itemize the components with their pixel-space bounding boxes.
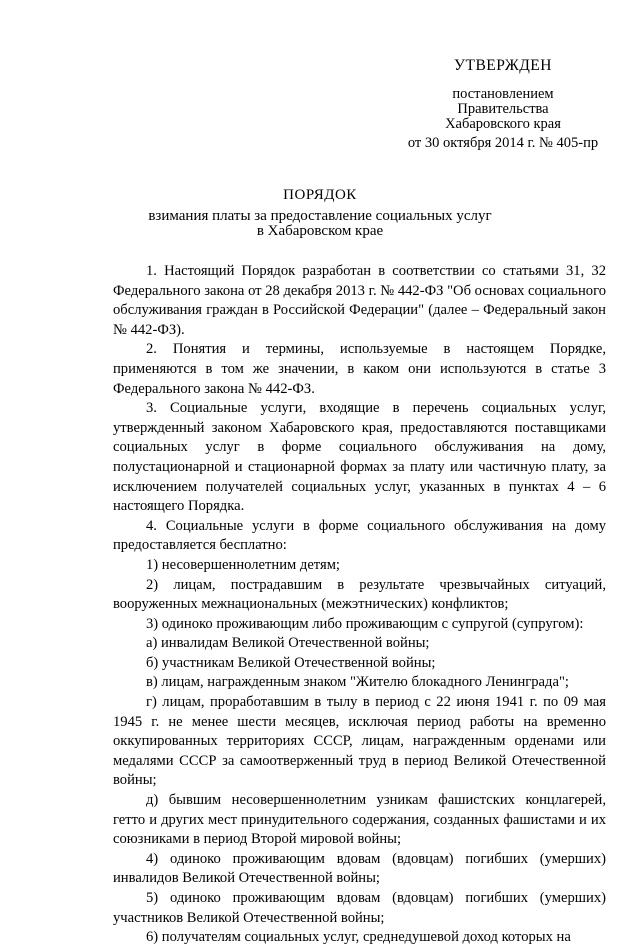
list-item: 1) несовершеннолетним детям; xyxy=(146,556,340,573)
paragraph: 2. Понятия и термины, используемые в настоящем Порядке, применяются в том же значении, в каком они используются в статье 3 Федерального закона № 442-ФЗ. xyxy=(113,341,606,397)
paragraph: 4. Социальные услуги в форме социального обслуживания на дому предоставляется бесплатно: xyxy=(113,517,606,554)
approval-stamp xyxy=(398,58,608,151)
paragraph: 3. Социальные услуги, входящие в перечень социальных услуг, утвержденный законом Хабаровского края, предоставляются поставщиками социальных услуг в форме социального обслуживания на дому, полустационарной и стационарной формах за плату или частичную плату, за исключением получателей социальных услуг, указанных в пунктах 4 – 6 настоящего Порядка. xyxy=(113,400,606,515)
list-item: 3) одиноко проживающим либо проживающим с супругой (супругом): xyxy=(146,615,584,632)
title-subtitle: взимания платы за предоставление социальных услуг xyxy=(148,208,492,224)
list-item: 5) одиноко проживающим вдовам (вдовцам) погибших (умерших) участников Великой Отечественной войны; xyxy=(113,890,606,926)
document-title xyxy=(100,188,540,239)
title-heading: ПОРЯДОК xyxy=(283,187,357,203)
paragraph: 1. Настоящий Порядок разработан в соответствии со статьями 31, 32 Федерального закона от 28 декабря 2013 г. № 442-ФЗ "Об основах социального обслуживания граждан в Российской Федерации" (далее – Федеральный закон № 442-ФЗ). xyxy=(113,263,606,338)
list-item: д) бывшим несовершеннолетним узникам фашистских концлагерей, гетто и других мест принудительного содержания, созданных фашистами и их союзниками в период Второй мировой войны; xyxy=(113,792,606,848)
list-item: г) лицам, проработавшим в тылу в период с 22 июня 1941 г. по 09 мая 1945 г. не менее шести месяцев, исключая период работы на временно оккупированных территориях СССР, лицам, награжденным орденами или медалями СССР за самоотверженный труд в период Великой Отечественной войны; xyxy=(113,694,606,789)
list-item: б) участникам Великой Отечественной войны; xyxy=(146,654,436,671)
approval-line: Хабаровского края xyxy=(445,116,561,132)
list-item: в) лицам, награжденным знаком "Жителю блокадного Ленинграда"; xyxy=(146,674,569,691)
approval-line: постановлением xyxy=(452,86,554,102)
list-item: 4) одиноко проживающим вдовам (вдовцам) погибших (умерших) инвалидов Великой Отечественной войны; xyxy=(113,850,606,887)
list-item: а) инвалидам Великой Отечественной войны; xyxy=(146,635,430,652)
list-item: 6) получателям социальных услуг, среднедушевой доход которых на xyxy=(146,929,571,946)
approval-line: Правительства xyxy=(457,101,549,117)
approval-date: от 30 октября 2014 г. № 405-пр xyxy=(407,135,599,151)
document-body xyxy=(113,262,606,948)
title-subtitle: в Хабаровском крае xyxy=(256,223,384,239)
list-item: 2) лицам, пострадавшим в результате чрезвычайных ситуаций, вооруженных межнациональных (межэтнических) конфликтов; xyxy=(113,576,606,613)
approval-heading: УТВЕРЖДЕН xyxy=(454,57,552,74)
